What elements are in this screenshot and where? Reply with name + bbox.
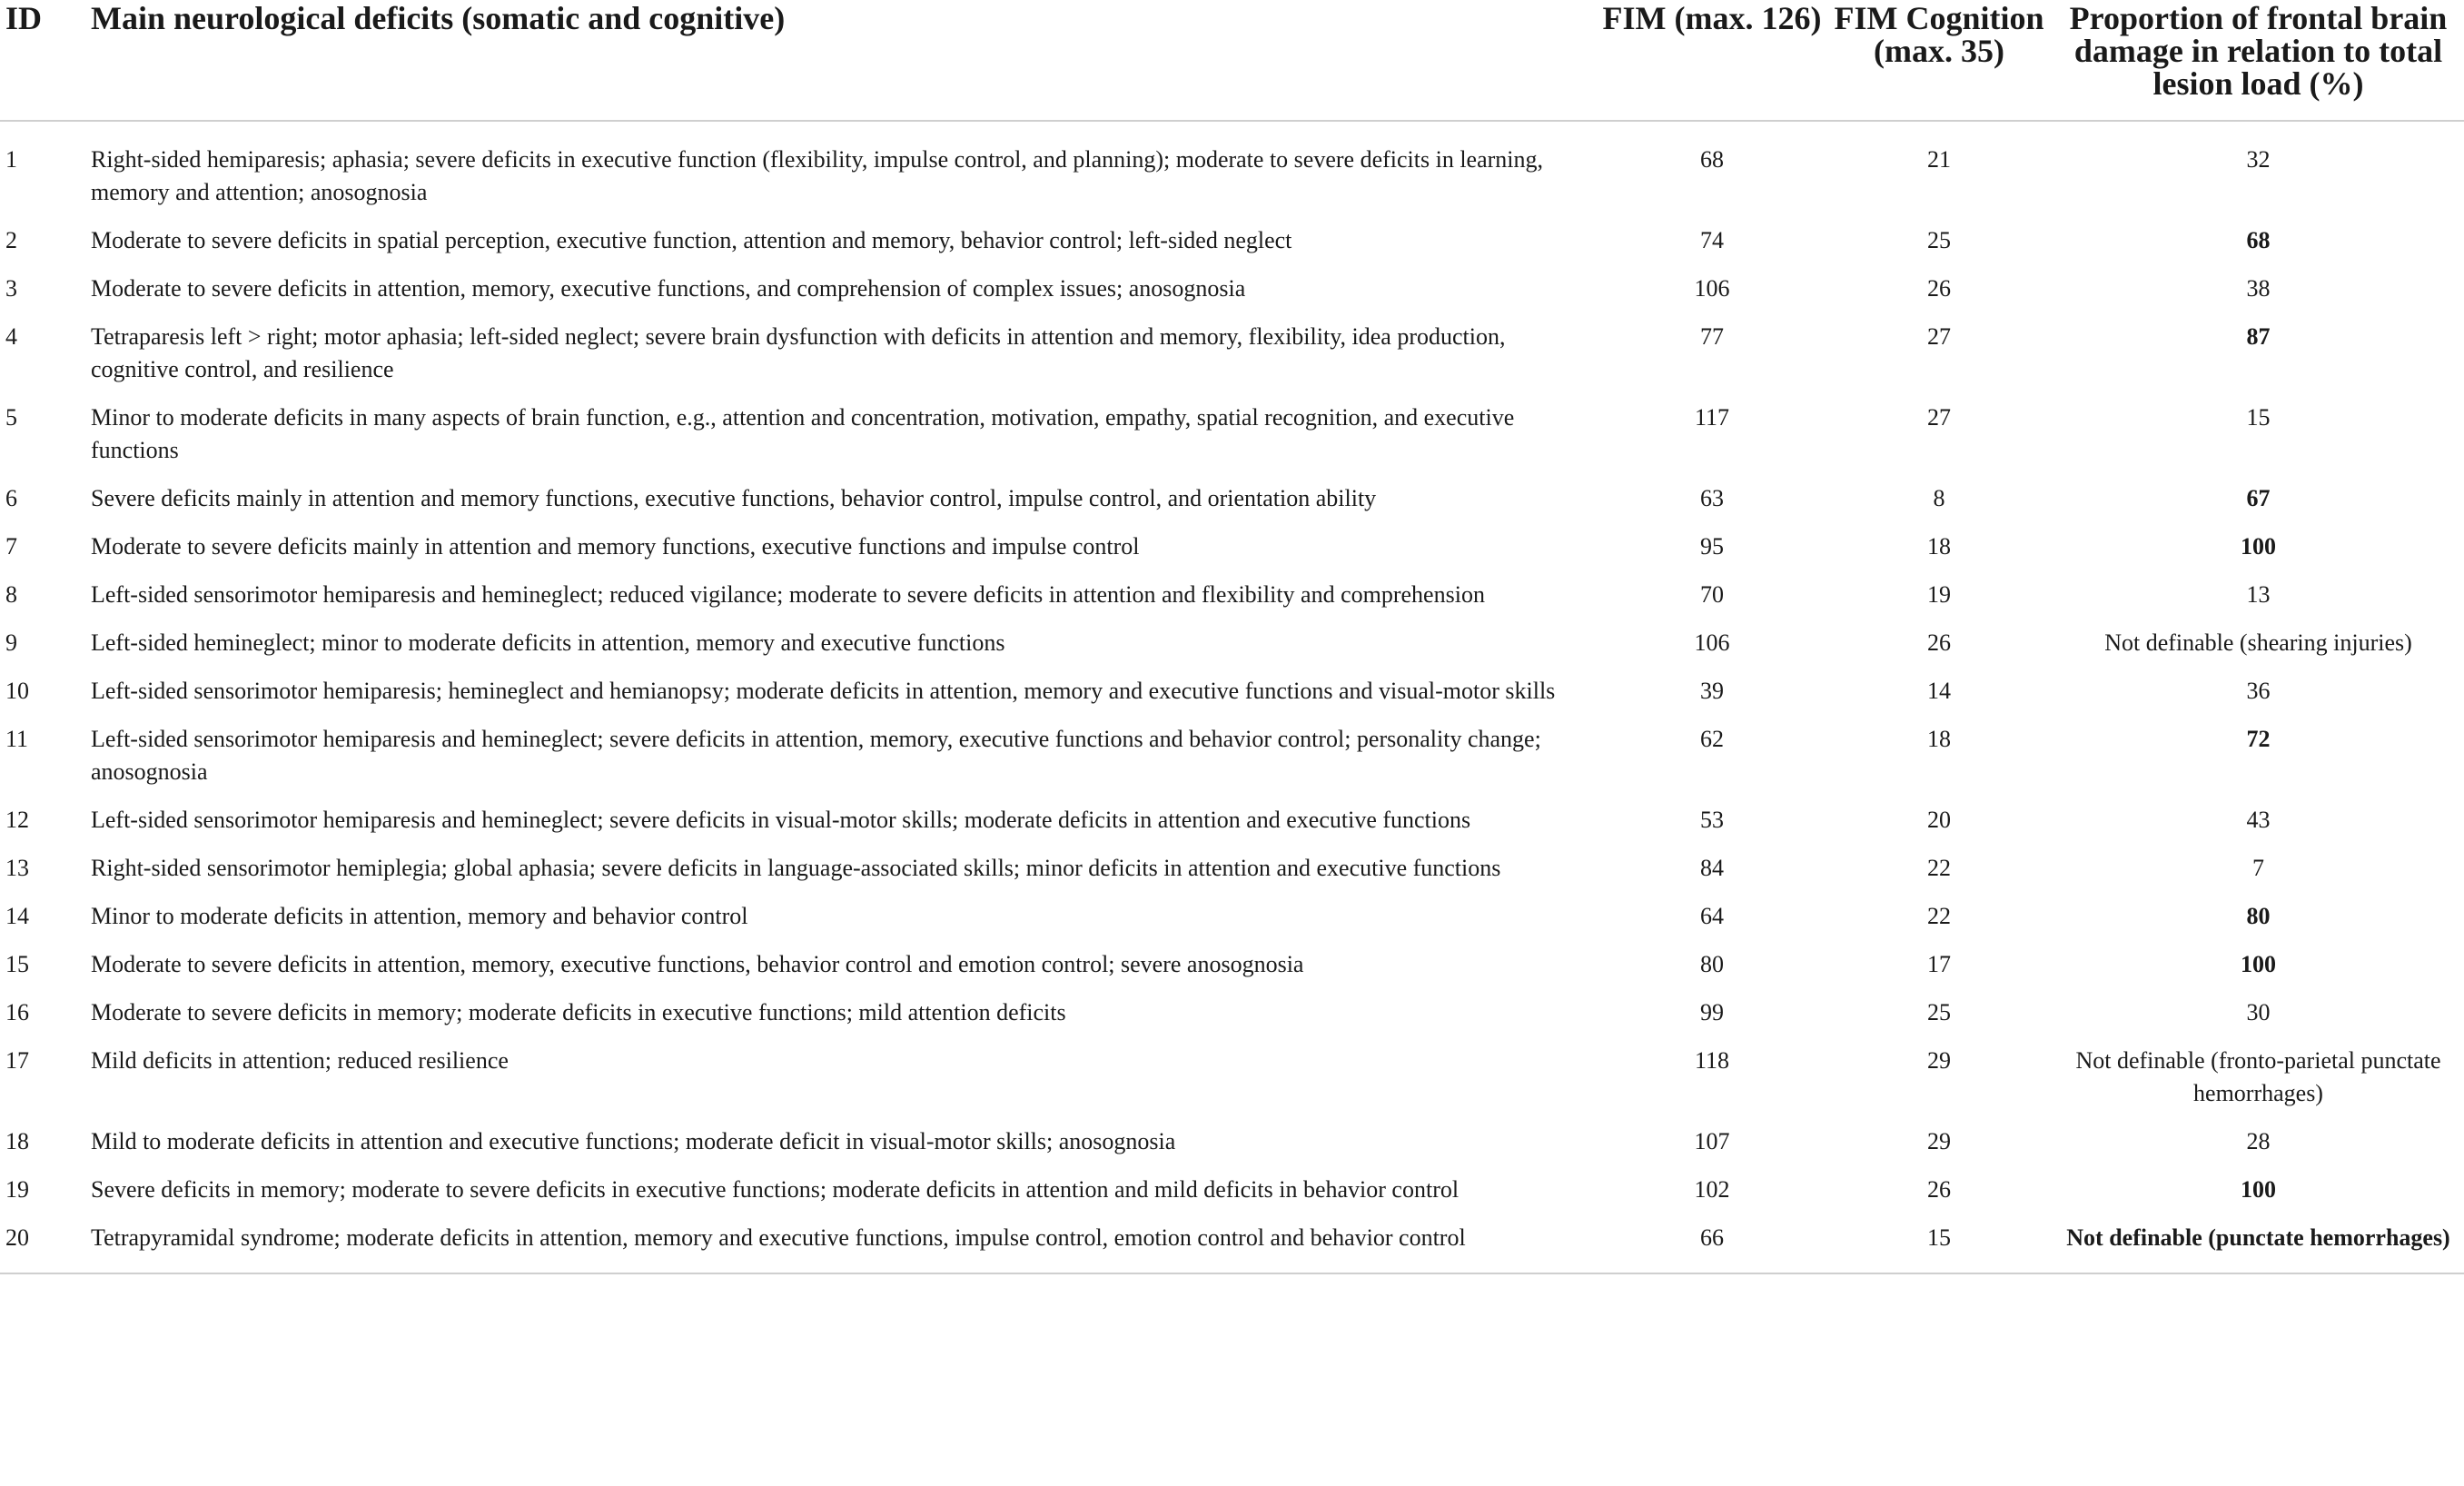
row-deficits-cell: Moderate to severe deficits in attention, memory, executive functions, behavior control and emotion control; severe anosognosia: [91, 951, 1304, 977]
table-row: [0, 515, 2464, 563]
header-deficits: Main neurological deficits (somatic and cognitive): [91, 0, 1598, 121]
row-fim-cognition-cell: 25: [1927, 227, 1951, 253]
row-proportion-cell: 30: [2246, 999, 2271, 1025]
table-row: [0, 708, 2464, 788]
row-fim-cognition-cell: 26: [1927, 275, 1951, 302]
header-proportion: Proportion of frontal brain damage in relation to total lesion load (%): [2053, 0, 2464, 121]
row-proportion-cell: 68: [2246, 227, 2271, 253]
row-fim-cognition-cell: 14: [1927, 678, 1951, 704]
row-fim-cognition-cell: 27: [1927, 323, 1951, 350]
table-row: [0, 885, 2464, 933]
row-fim-cell: 62: [1700, 726, 1724, 752]
row-proportion-cell: 13: [2246, 581, 2271, 608]
row-deficits-cell: Left-sided sensorimotor hemiparesis and hemineglect; severe deficits in attention, memory, executive functions and behavior control; personality change; anosognosia: [91, 726, 1541, 785]
row-fim-cell: 77: [1700, 323, 1724, 350]
row-id-cell: 18: [5, 1128, 29, 1154]
table-row: [0, 837, 2464, 885]
row-proportion-cell: Not definable (shearing injuries): [2104, 629, 2412, 656]
row-id-cell: 1: [5, 146, 17, 173]
table-row: [0, 659, 2464, 708]
row-fim-cognition-cell: 26: [1927, 629, 1951, 656]
row-fim-cognition-cell: 27: [1927, 404, 1951, 431]
table-row: [0, 1029, 2464, 1110]
row-deficits-cell: Left-sided sensorimotor hemiparesis and hemineglect; severe deficits in visual-motor skills; moderate deficits in attention and executive functions: [91, 807, 1471, 833]
row-proportion-cell: 67: [2246, 485, 2271, 511]
row-fim-cognition-cell: 17: [1927, 951, 1951, 977]
row-deficits-cell: Right-sided hemiparesis; aphasia; severe deficits in executive function (flexibility, impulse control, and planning); moderate to severe deficits in learning, memory and attention; anosognosia: [91, 146, 1543, 205]
row-id-cell: 17: [5, 1047, 29, 1074]
table-row: [0, 563, 2464, 611]
row-id-cell: 10: [5, 678, 29, 704]
table-row: [0, 467, 2464, 515]
row-fim-cognition-cell: 21: [1927, 146, 1951, 173]
row-id-cell: 16: [5, 999, 29, 1025]
row-proportion-cell: 7: [2252, 855, 2264, 881]
row-id-cell: 8: [5, 581, 17, 608]
row-deficits-cell: Left-sided sensorimotor hemiparesis; hemineglect and hemianopsy; moderate deficits in attention, memory and executive functions and visual-motor skills: [91, 678, 1556, 704]
row-proportion-cell: 80: [2246, 903, 2271, 929]
row-fim-cell: 99: [1700, 999, 1724, 1025]
row-proportion-cell: Not definable (punctate hemorrhages): [2053, 1206, 2464, 1273]
header-id: ID: [0, 0, 91, 121]
row-deficits-cell: Severe deficits mainly in attention and memory functions, executive functions, behavior control, impulse control, and orientation ability: [91, 485, 1377, 511]
row-id-cell: 12: [5, 807, 29, 833]
row-id-cell: 13: [5, 855, 29, 881]
row-deficits-cell: Left-sided hemineglect; minor to moderate deficits in attention, memory and executive functions: [91, 629, 1005, 656]
row-id-cell: 6: [5, 485, 17, 511]
row-id-cell: 7: [5, 533, 17, 560]
row-deficits-cell: Moderate to severe deficits in spatial perception, executive function, attention and memory, behavior control; left-sided neglect: [91, 227, 1292, 253]
row-fim-cognition-cell: 29: [1927, 1047, 1951, 1074]
row-id-cell: 20: [0, 1206, 91, 1273]
row-deficits-cell: Left-sided sensorimotor hemiparesis and hemineglect; reduced vigilance; moderate to severe deficits in attention and flexibility and comprehension: [91, 581, 1485, 608]
row-deficits-cell: Right-sided sensorimotor hemiplegia; global aphasia; severe deficits in language-associated skills; minor deficits in attention and executive functions: [91, 855, 1501, 881]
row-fim-cell: 70: [1700, 581, 1724, 608]
row-deficits-cell: Tetrapyramidal syndrome; moderate deficits in attention, memory and executive functions, impulse control, emotion control and behavior control: [91, 1206, 1598, 1273]
table-row: [0, 386, 2464, 467]
row-fim-cell: 106: [1694, 275, 1730, 302]
row-id-cell: 2: [5, 227, 17, 253]
row-fim-cell: 84: [1700, 855, 1724, 881]
table-body: [0, 121, 2464, 1273]
row-proportion-cell: 28: [2246, 1128, 2271, 1154]
table-row: [0, 121, 2464, 209]
table-row: [0, 209, 2464, 257]
row-deficits-cell: Moderate to severe deficits in attention, memory, executive functions, and comprehension of complex issues; anosognosia: [91, 275, 1246, 302]
row-fim-cognition-cell: 20: [1927, 807, 1951, 833]
row-fim-cell: 80: [1700, 951, 1724, 977]
row-id-cell: 14: [5, 903, 29, 929]
row-deficits-cell: Mild to moderate deficits in attention and executive functions; moderate deficit in visual-motor skills; anosognosia: [91, 1128, 1176, 1154]
row-proportion-cell: Not definable (fronto-parietal punctate hemorrhages): [2075, 1047, 2441, 1106]
row-fim-cell: 74: [1700, 227, 1724, 253]
row-fim-cognition-cell: 25: [1927, 999, 1951, 1025]
row-proportion-cell: 72: [2246, 726, 2271, 752]
table-row: [0, 305, 2464, 386]
row-fim-cognition-cell: 29: [1927, 1128, 1951, 1154]
row-deficits-cell: Tetraparesis left > right; motor aphasia; left-sided neglect; severe brain dysfunction with deficits in attention and memory, flexibility, idea production, cognitive control, and resilience: [91, 323, 1506, 382]
table-row: [0, 611, 2464, 659]
row-id-cell: 15: [5, 951, 29, 977]
row-proportion-cell: 100: [2241, 951, 2276, 977]
table-row: [0, 788, 2464, 837]
row-fim-cognition-cell: 22: [1927, 855, 1951, 881]
row-fim-cell: 64: [1700, 903, 1724, 929]
row-fim-cell: 107: [1694, 1128, 1730, 1154]
row-fim-cell: 63: [1700, 485, 1724, 511]
row-id-cell: 19: [5, 1176, 29, 1203]
row-fim-cognition-cell: 15: [1826, 1206, 2053, 1273]
row-id-cell: 3: [5, 275, 17, 302]
header-fim: FIM (max. 126): [1598, 0, 1826, 121]
row-proportion-cell: 36: [2246, 678, 2271, 704]
table-row: [0, 981, 2464, 1029]
table-row: [0, 1110, 2464, 1158]
row-proportion-cell: 32: [2246, 146, 2271, 173]
row-deficits-cell: Minor to moderate deficits in many aspects of brain function, e.g., attention and concentration, motivation, empathy, spatial recognition, and executive functions: [91, 404, 1515, 463]
header-row: [0, 0, 2464, 121]
table-row: [0, 933, 2464, 981]
row-fim-cell: 118: [1694, 1047, 1730, 1074]
table-row: [0, 257, 2464, 305]
row-proportion-cell: 87: [2246, 323, 2271, 350]
row-fim-cell: 95: [1700, 533, 1724, 560]
row-fim-cognition-cell: 18: [1927, 726, 1951, 752]
row-id-cell: 4: [5, 323, 17, 350]
row-fim-cell: 53: [1700, 807, 1724, 833]
table-row: [0, 1158, 2464, 1206]
row-deficits-cell: Mild deficits in attention; reduced resilience: [91, 1047, 509, 1074]
row-proportion-cell: 100: [2241, 533, 2276, 560]
row-fim-cell: 102: [1694, 1176, 1730, 1203]
table-row: [0, 1206, 2464, 1273]
row-proportion-cell: 100: [2241, 1176, 2276, 1203]
row-id-cell: 11: [5, 726, 29, 752]
row-id-cell: 5: [5, 404, 17, 431]
row-id-cell: 9: [5, 629, 17, 656]
row-deficits-cell: Minor to moderate deficits in attention, memory and behavior control: [91, 903, 748, 929]
row-fim-cell: 117: [1694, 404, 1730, 431]
row-deficits-cell: Severe deficits in memory; moderate to severe deficits in executive functions; moderate deficits in attention and mild deficits in behavior control: [91, 1176, 1460, 1203]
table-header: [0, 0, 2464, 121]
row-fim-cognition-cell: 8: [1933, 485, 1945, 511]
row-proportion-cell: 15: [2246, 404, 2271, 431]
row-fim-cognition-cell: 18: [1927, 533, 1951, 560]
header-fim-cognition: FIM Cognition (max. 35): [1826, 0, 2053, 121]
row-fim-cognition-cell: 22: [1927, 903, 1951, 929]
row-fim-cell: 66: [1598, 1206, 1826, 1273]
row-deficits-cell: Moderate to severe deficits mainly in attention and memory functions, executive functions and impulse control: [91, 533, 1140, 560]
row-fim-cognition-cell: 19: [1927, 581, 1951, 608]
row-fim-cell: 68: [1700, 146, 1724, 173]
row-proportion-cell: 38: [2246, 275, 2271, 302]
row-fim-cell: 106: [1694, 629, 1730, 656]
row-proportion-cell: 43: [2246, 807, 2271, 833]
row-fim-cell: 39: [1700, 678, 1724, 704]
row-fim-cognition-cell: 26: [1927, 1176, 1951, 1203]
row-deficits-cell: Moderate to severe deficits in memory; moderate deficits in executive functions; mild attention deficits: [91, 999, 1066, 1025]
